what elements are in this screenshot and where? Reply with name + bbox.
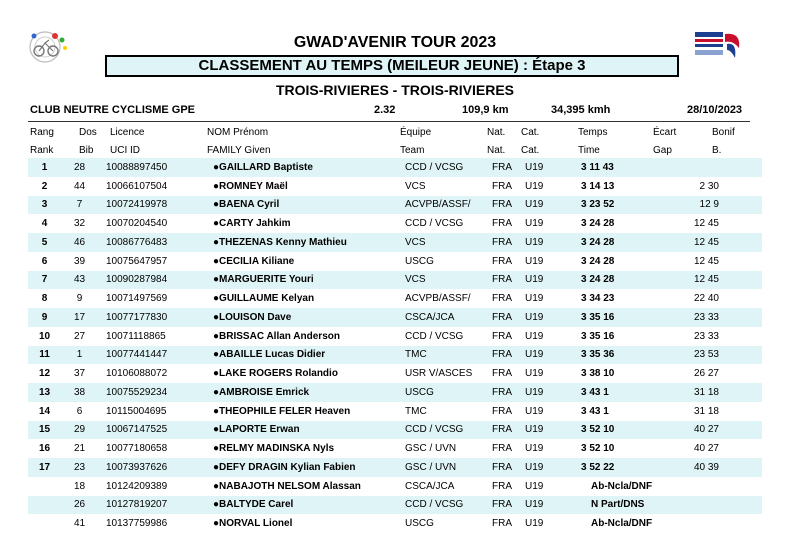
gap-cell: 23 33: [693, 330, 719, 342]
rank-cell: 8: [41, 293, 48, 305]
uci-id-cell: 10106088072: [106, 368, 168, 380]
header-bib: Bib: [79, 145, 94, 156]
nationality-cell: FRA: [492, 346, 525, 365]
rider-name-cell: ●LOUISON Dave: [213, 308, 405, 327]
uci-id-cell: 10067147525: [98, 421, 213, 440]
column-headers-fr: [0, 127, 790, 141]
header-time: Time: [578, 145, 600, 156]
table-row: [28, 383, 762, 402]
time-cell: 3 52 22: [581, 458, 659, 477]
table-row: [28, 421, 762, 440]
bonif-cell: [723, 514, 762, 533]
bonif-cell: [723, 458, 762, 477]
team-cell: USR V/ASCES: [405, 368, 473, 380]
rank-cell: 1: [28, 158, 61, 177]
status-cell: Ab-Ncla/DNF: [591, 480, 653, 492]
category-cell: U19: [525, 458, 581, 477]
gap-cell: 12 45: [693, 255, 719, 267]
header-equipe: Équipe: [400, 127, 432, 138]
bonif-cell: [723, 402, 762, 421]
header-ecart: Écart: [653, 127, 677, 138]
table-row: [28, 289, 762, 308]
header-dos: Dos: [79, 127, 97, 138]
time-cell: 3 24 28: [581, 233, 659, 252]
nationality-cell: FRA: [492, 158, 525, 177]
bib-cell: 26: [61, 496, 98, 515]
bib-cell: 7: [61, 196, 98, 215]
team-cell: TMC: [405, 405, 427, 417]
category-cell: U19: [525, 293, 544, 305]
category-cell: U19: [525, 271, 581, 290]
gap-cell: 12 9: [659, 196, 723, 215]
header-gap: Gap: [653, 145, 672, 156]
rank-cell: 3: [28, 196, 61, 215]
nationality-cell: FRA: [492, 180, 512, 192]
gap-cell: 2 30: [699, 180, 719, 192]
gap-cell: 22 40: [693, 293, 719, 305]
uci-id-cell: 10127819207: [98, 496, 213, 515]
rider-name-cell: ●BAENA Cyril: [213, 196, 405, 215]
category-cell: U19: [525, 158, 581, 177]
bonif-cell: [723, 383, 762, 402]
rider-name-cell: ●BALTYDE Carel: [213, 496, 405, 515]
header-nat-en: Nat.: [487, 145, 506, 156]
category-cell: U19: [525, 233, 581, 252]
team-cell: ACVPB/ASSF/: [405, 293, 471, 305]
uci-id-cell: 10077180658: [106, 443, 168, 455]
team-cell: VCS: [405, 180, 426, 192]
bonif-cell: [723, 439, 762, 458]
team-cell: ACVPB/ASSF/: [405, 196, 492, 215]
stage-date: 28/10/2023: [687, 104, 743, 116]
nationality-cell: FRA: [492, 271, 525, 290]
bonif-cell: [723, 308, 762, 327]
category-cell: U19: [525, 346, 581, 365]
uci-id-cell: 10115004695: [106, 405, 167, 417]
stage-duration: 2.32: [374, 104, 396, 116]
uci-id-cell: 10066107504: [106, 180, 168, 192]
table-row: [28, 177, 762, 196]
category-cell: U19: [525, 368, 544, 380]
table-row: [28, 233, 762, 252]
rank-cell: 10: [38, 330, 51, 342]
team-cell: GSC / UVN: [405, 458, 492, 477]
rank-cell: 14: [38, 405, 51, 417]
bib-cell: 41: [73, 518, 86, 530]
gap-cell: 31 18: [659, 383, 723, 402]
uci-id-cell: 10071497569: [106, 293, 168, 305]
category-cell: U19: [525, 496, 581, 515]
stage-info-row: [0, 104, 790, 120]
time-cell: 3 24 28: [581, 255, 615, 267]
rank-cell: [28, 496, 61, 515]
category-cell: U19: [525, 421, 581, 440]
bonif-cell: [723, 327, 762, 346]
header-nom: NOM Prénom: [207, 127, 269, 138]
bonif-cell: [723, 177, 762, 196]
header-uci: UCI ID: [110, 145, 140, 156]
uci-id-cell: 10086776483: [98, 233, 213, 252]
table-row: [28, 158, 762, 177]
rider-name-cell: ●THEZENAS Kenny Mathieu: [213, 233, 405, 252]
category-cell: U19: [525, 180, 544, 192]
bib-cell: 6: [76, 405, 83, 417]
header-name: FAMILY Given: [207, 145, 271, 156]
team-cell: CCD / VCSG: [405, 218, 464, 230]
rider-name-cell: ●ABAILLE Lucas Didier: [213, 346, 405, 365]
table-row: [28, 477, 762, 496]
header-rank: Rank: [30, 145, 54, 156]
bib-cell: 46: [61, 233, 98, 252]
rider-name-cell: ●LAPORTE Erwan: [213, 421, 405, 440]
bib-cell: 9: [76, 293, 83, 305]
stage-distance: 109,9 km: [462, 104, 509, 116]
bib-cell: 1: [61, 346, 98, 365]
time-cell: 3 24 28: [581, 271, 659, 290]
uci-id-cell: 10077441447: [98, 346, 213, 365]
column-headers-en: [0, 145, 790, 159]
results-table: [28, 158, 762, 533]
time-cell: 3 43 1: [581, 383, 659, 402]
header-bonif: Bonif: [712, 127, 735, 138]
nationality-cell: FRA: [492, 443, 512, 455]
table-row: [28, 402, 762, 421]
category-cell: U19: [525, 405, 544, 417]
nationality-cell: FRA: [492, 255, 512, 267]
bonif-cell: [723, 158, 762, 177]
bib-cell: 17: [61, 308, 98, 327]
team-cell: USCG: [405, 255, 434, 267]
rider-name-cell: ●GAILLARD Baptiste: [213, 158, 405, 177]
status-cell: N Part/DNS: [581, 496, 723, 515]
gap-cell: 40 39: [659, 458, 723, 477]
nationality-cell: FRA: [492, 196, 525, 215]
rider-name-cell: ●MARGUERITE Youri: [213, 271, 405, 290]
team-cell: GSC / UVN: [405, 443, 457, 455]
nationality-cell: FRA: [492, 405, 512, 417]
category-cell: U19: [525, 308, 581, 327]
header-cat-en: Cat.: [521, 145, 540, 156]
team-cell: VCS: [405, 233, 492, 252]
team-cell: TMC: [405, 346, 492, 365]
table-row: [28, 308, 762, 327]
bonif-cell: [723, 477, 762, 496]
category-cell: U19: [525, 255, 544, 267]
rank-cell: 15: [28, 421, 61, 440]
nationality-cell: FRA: [492, 233, 525, 252]
bib-cell: 44: [73, 180, 86, 192]
rider-name-cell: ●GUILLAUME Kelyan: [213, 293, 315, 305]
header-rang: Rang: [30, 127, 54, 138]
nationality-cell: FRA: [492, 218, 512, 230]
gap-cell: [659, 158, 723, 177]
rider-name-cell: ●BRISSAC Allan Anderson: [213, 330, 340, 342]
stage-route: TROIS-RIVIERES - TROIS-RIVIERES: [275, 82, 515, 98]
time-cell: 3 35 16: [581, 330, 615, 342]
rider-name-cell: ●DEFY DRAGIN Kylian Fabien: [213, 458, 405, 477]
rank-cell: 4: [41, 218, 48, 230]
team-cell: CCD / VCSG: [405, 421, 492, 440]
gap-cell: 23 33: [659, 308, 723, 327]
rank-cell: 17: [28, 458, 61, 477]
gap-cell: 26 27: [693, 368, 719, 380]
bonif-cell: [723, 289, 762, 308]
uci-id-cell: 10077177830: [98, 308, 213, 327]
nationality-cell: FRA: [492, 308, 525, 327]
time-cell: 3 23 52: [581, 196, 659, 215]
category-cell: U19: [525, 218, 544, 230]
nationality-cell: FRA: [492, 421, 525, 440]
team-cell: CSCA/JCA: [405, 480, 455, 492]
gap-cell: 12 45: [693, 218, 719, 230]
time-cell: 3 24 28: [581, 218, 615, 230]
header-b: B.: [712, 145, 722, 156]
gap-cell: 12 45: [659, 271, 723, 290]
bonif-cell: [723, 271, 762, 290]
time-cell: 3 38 10: [581, 368, 615, 380]
rank-cell: 7: [28, 271, 61, 290]
table-row: [28, 458, 762, 477]
bib-cell: 28: [61, 158, 98, 177]
team-cell: USCG: [405, 383, 492, 402]
category-cell: U19: [525, 383, 581, 402]
nationality-cell: FRA: [492, 293, 512, 305]
table-row: [28, 346, 762, 365]
header-divider: [28, 121, 750, 122]
uci-id-cell: 10070204540: [106, 218, 168, 230]
nationality-cell: FRA: [492, 368, 512, 380]
table-row: [28, 496, 762, 515]
bib-cell: 21: [73, 443, 86, 455]
bib-cell: 23: [61, 458, 98, 477]
bib-cell: 37: [73, 368, 86, 380]
team-cell: CCD / VCSG: [405, 496, 492, 515]
time-cell: 3 11 43: [581, 158, 659, 177]
nationality-cell: FRA: [492, 480, 512, 492]
time-cell: 3 14 13: [581, 180, 615, 192]
nationality-cell: FRA: [492, 383, 525, 402]
table-row: [28, 364, 762, 383]
time-cell: 3 35 36: [581, 346, 659, 365]
gap-cell: 40 27: [659, 421, 723, 440]
rank-cell: 5: [28, 233, 61, 252]
table-row: [28, 214, 762, 233]
rider-name-cell: ●AMBROISE Emrick: [213, 383, 405, 402]
nationality-cell: FRA: [492, 458, 525, 477]
bonif-cell: [723, 233, 762, 252]
bib-cell: 27: [73, 330, 86, 342]
uci-id-cell: 10088897450: [98, 158, 213, 177]
uci-id-cell: 10073937626: [98, 458, 213, 477]
uci-id-cell: 10137759986: [106, 518, 168, 530]
category-cell: U19: [525, 480, 544, 492]
rank-cell: [28, 477, 61, 496]
gap-cell: 31 18: [693, 405, 719, 417]
page-title: GWAD'AVENIR TOUR 2023: [293, 34, 497, 51]
time-cell: 3 34 23: [581, 293, 615, 305]
bonif-cell: [723, 196, 762, 215]
category-cell: U19: [525, 196, 581, 215]
rider-name-cell: ●CECILIA Kiliane: [213, 255, 295, 267]
header-nat: Nat.: [487, 127, 506, 138]
team-cell: USCG: [405, 518, 434, 530]
table-row: [28, 271, 762, 290]
gap-cell: 23 53: [659, 346, 723, 365]
category-cell: U19: [525, 443, 544, 455]
team-cell: CCD / VCSG: [405, 158, 492, 177]
bonif-cell: [723, 421, 762, 440]
club-name: CLUB NEUTRE CYCLISME GPE: [30, 104, 196, 116]
table-row: [28, 252, 762, 271]
rider-name-cell: ●THEOPHILE FELER Heaven: [213, 405, 351, 417]
uci-id-cell: 10090287984: [98, 271, 213, 290]
time-cell: 3 52 10: [581, 443, 615, 455]
bib-cell: 43: [61, 271, 98, 290]
rider-name-cell: ●RELMY MADINSKA Nyls: [213, 443, 335, 455]
bonif-cell: [723, 214, 762, 233]
rank-cell: 13: [28, 383, 61, 402]
gap-cell: 12 45: [659, 233, 723, 252]
rider-name-cell: ●NORVAL Lionel: [213, 518, 293, 530]
uci-id-cell: 10124209389: [106, 480, 168, 492]
header-team: Team: [400, 145, 425, 156]
uci-id-cell: 10071118865: [106, 330, 166, 342]
bib-cell: 32: [73, 218, 86, 230]
rank-cell: 11: [28, 346, 61, 365]
bib-cell: 29: [61, 421, 98, 440]
rider-name-cell: ●NABAJOTH NELSOM Alassan: [213, 480, 361, 492]
category-cell: U19: [525, 330, 544, 342]
rank-cell: [28, 514, 61, 533]
status-cell: Ab-Ncla/DNF: [591, 518, 653, 530]
uci-id-cell: 10072419978: [98, 196, 213, 215]
header-licence: Licence: [110, 127, 145, 138]
bib-cell: 39: [73, 255, 86, 267]
uci-id-cell: 10075529234: [98, 383, 213, 402]
nationality-cell: FRA: [492, 496, 525, 515]
table-row: [28, 327, 762, 346]
team-cell: VCS: [405, 271, 492, 290]
rank-cell: 2: [41, 180, 48, 192]
gap-cell: 40 27: [693, 443, 719, 455]
rank-cell: 12: [38, 368, 51, 380]
category-cell: U19: [525, 518, 544, 530]
bonif-cell: [723, 252, 762, 271]
rider-name-cell: ●CARTY Jahkim: [213, 218, 291, 230]
table-row: [28, 514, 762, 533]
bonif-cell: [723, 496, 762, 515]
rider-name-cell: ●LAKE ROGERS Rolandio: [213, 368, 338, 380]
header-temps: Temps: [578, 127, 608, 138]
table-row: [28, 196, 762, 215]
nationality-cell: FRA: [492, 518, 512, 530]
nationality-cell: FRA: [492, 330, 512, 342]
uci-id-cell: 10075647957: [106, 255, 168, 267]
rank-cell: 9: [28, 308, 61, 327]
rank-cell: 6: [41, 255, 48, 267]
bib-cell: 18: [73, 480, 86, 492]
classification-subtitle: CLASSEMENT AU TEMPS (MEILEUR JEUNE) : Étape 3: [105, 55, 679, 77]
team-cell: CSCA/JCA: [405, 308, 492, 327]
rider-name-cell: ●ROMNEY Maël: [213, 180, 288, 192]
table-row: [28, 439, 762, 458]
rank-cell: 16: [38, 443, 51, 455]
time-cell: 3 43 1: [581, 405, 609, 417]
average-speed: 34,395 kmh: [551, 104, 611, 116]
header-cat: Cat.: [521, 127, 540, 138]
bonif-cell: [723, 346, 762, 365]
bonif-cell: [723, 364, 762, 383]
team-cell: CCD / VCSG: [405, 330, 464, 342]
time-cell: 3 52 10: [581, 421, 659, 440]
bib-cell: 38: [61, 383, 98, 402]
time-cell: 3 35 16: [581, 308, 659, 327]
